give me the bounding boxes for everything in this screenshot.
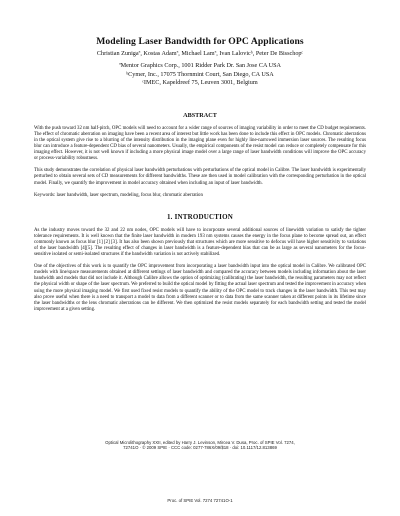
introduction-paragraph-1: As the industry moves toward the 32 and 22 nm nodes, OPC models will have to incorporate several additional sources of linewidth variation to satisfy the tighter tolerance requirements. It is well known that the finite laser bandwidth in modern 193 nm systems causes the energy in the focus plane to become spread out, an effect commonly known as focus blur [1] [2] [3]. It has also been shown previously that structures which are more sensitive to defocus will have higher sensitivity to variations of the laser bandwidth [4][5]. The resulting effect of changes in laser bandwidth is a feature-dependent bias that can be as large as several nanometers for the focus-sensitive isolated or semi-isolated structures if the bandwidth variation is not actively stabilized. xyxy=(34,227,366,258)
footer-citation-line-2: 72741O · © 2009 SPIE · CCC code: 0277-786X/09/$18 · doi: 10.1117/12.813869 xyxy=(123,445,277,451)
abstract-paragraph-1: With the push toward 32 nm half-pitch, OPC models will need to account for a wider range of sources of imaging variability in order to meet the CD budget requirements. The effect of chromatic aberration on imaging have been a recent area of interest but little work has been done to include this effect in OPC models. Chromatic aberrations in the optical system give rise to a blurring of the intensity distribution in the imaging plane even for highly line-narrowed immersion laser sources. The resulting focus blur can introduce a feature-dependent CD bias of several nanometers. Usually, the empirical components of the resist model can reduce or completely compensate for this imaging effect. However, it is not well known if including a more physical image model over a large range of laser bandwidth conditions will improve the OPC accuracy or process-variability robustness. xyxy=(34,125,366,162)
paper-title: Modeling Laser Bandwidth for OPC Applications xyxy=(96,36,304,47)
footer-citation xyxy=(0,440,400,451)
affiliation-imec: ᶜIMEC, Kapeldreef 75, Leuven 3001, Belgium xyxy=(142,79,258,87)
abstract-paragraph-2: This study demonstrates the correlation of physical laser bandwidth perturbations with perturbations of the optical model in Calibre. The laser bandwidth is experimentally perturbed to obtain several sets of CD measurements for different bandwidths. These are then used in model calibration with the corresponding perturbation in the optical model. Finally, we quantify the improvement in model accuracy obtained when including an input of laser bandwidth. xyxy=(34,168,366,186)
abstract-heading: ABSTRACT xyxy=(183,111,217,119)
introduction-paragraph-2: One of the objectives of this work is to quantify the OPC improvement from incorporating a laser bandwidth input into the optical model in Calibre. We calibrated OPC models with line/space measurements obtained at different settings of laser bandwidth and compared the accuracy between models including information about the laser bandwidth and models that did not include it. Although Calibre allows the option of optimizing (calibrating) the laser bandwidth, the resulting parameters may not reflect the physical width or shape of the laser spectrum. We preferred to build the optical model by fitting the actual laser spectrum and tested the improvement in accuracy when using the more physical imaging model. We first used fixed resist models to quantify the ability of the OPC model to track changes in the laser bandwidth. This test may also prove useful when there is a need to transport a model to data from a different scanner or to data from the same scanner taken at different points in its lifetime since the laser bandwidths or the lens chromatic aberrations can be different. We then optimized the resist models separately for each bandwidth setting and tested the model improvement at a given setting. xyxy=(34,264,366,312)
keywords-line: Keywords: laser bandwidth, laser spectrum, modeling, focus blur, chromatic aberration xyxy=(34,192,203,198)
introduction-heading: 1. INTRODUCTION xyxy=(166,212,233,221)
affiliation-cymer: ᵇCymer, Inc., 17075 Thornmint Court, San Diego, CA USA xyxy=(126,70,274,78)
paper-page xyxy=(34,36,366,319)
affiliation-mentor: ªMentor Graphics Corp., 1001 Ridder Park Dr. San Jose CA USA xyxy=(118,62,282,69)
footer-page-number: Proc. of SPIE Vol. 7274 72741O-1 xyxy=(167,498,233,503)
footer-citation-line-1: Optical Microlithography XXII, edited by Harry J. Levinson, Mircea V. Dusa, Proc. of SPIE Vol. 7274, xyxy=(105,440,295,445)
author-list: Christian Zunigaª, Kostas Adamª, Michael Lamª, Ivan Lalovicᵇ, Peter De Bisschopᶜ xyxy=(96,50,304,57)
affiliation-list xyxy=(34,62,366,88)
